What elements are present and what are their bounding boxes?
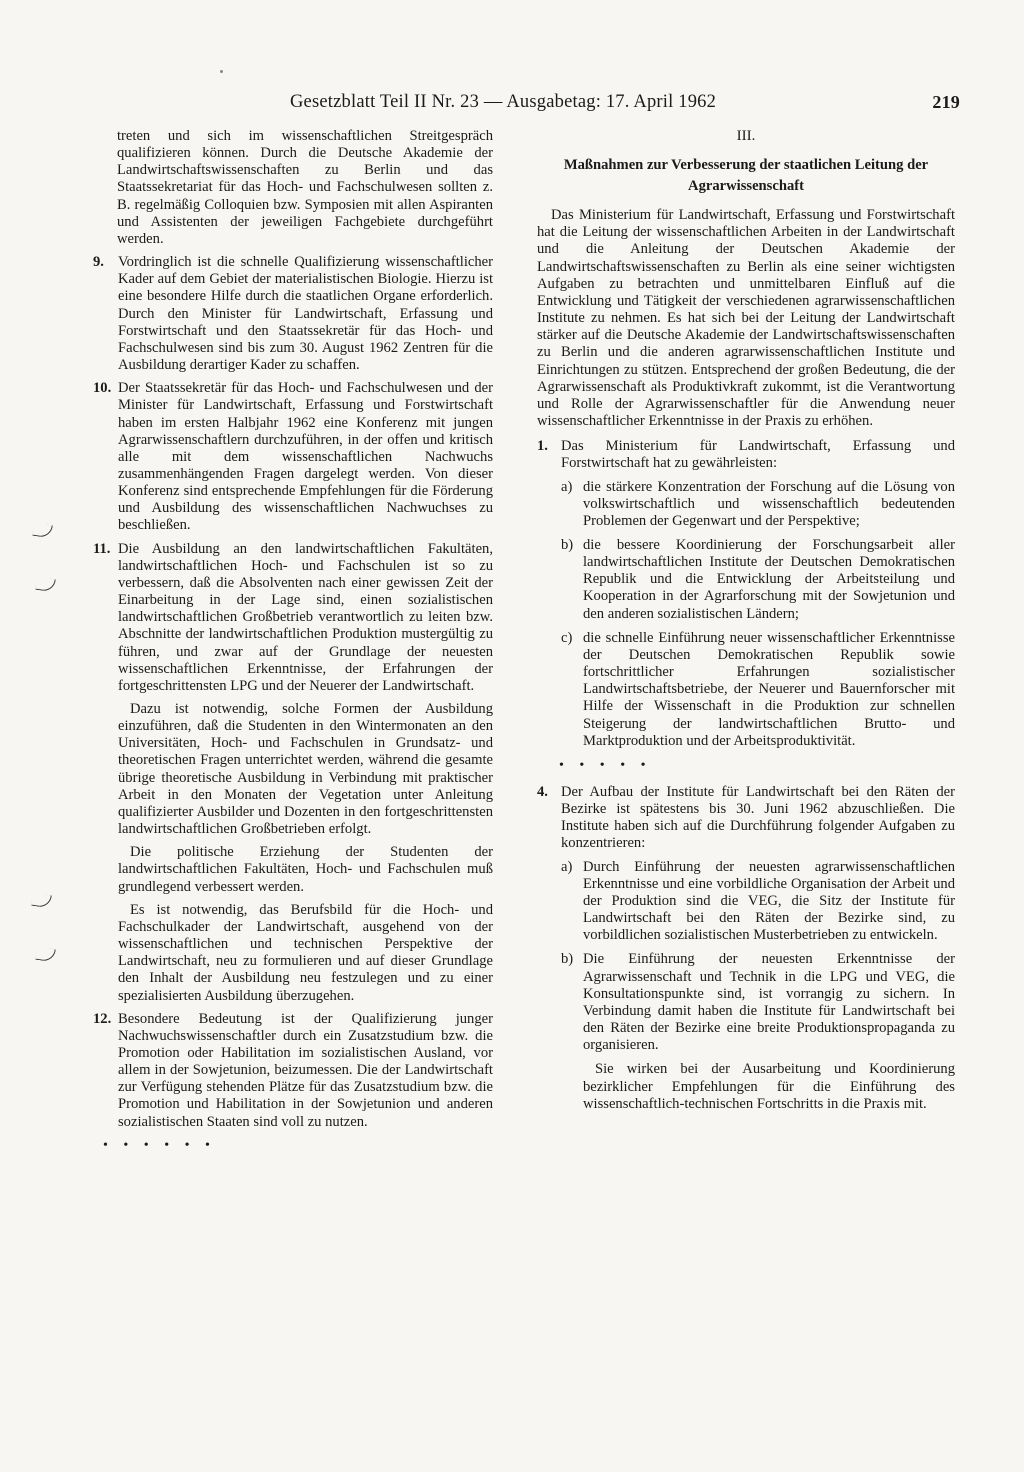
item-text: Besondere Bedeutung ist der Qualifizierung junger Nachwuchswissenschaftler durch ein Zusatzstudium bzw. die Promotion oder Habilitation im sozialistischen Ausland, vor allem in der Sowjetunion, beizumessen. Die der Landwirtschaft zur Verfügung stehenden Plätze für das Zusatzstudium bzw. die Promotion und Habilitation in der Sowjetunion und anderen sozialistischen Staaten sind voll zu nutzen. — [118, 1010, 493, 1130]
paragraph: Die politische Erziehung der Studenten der landwirtschaftlichen Fakultäten, Hoch- und Fachschulen muß grundlegend verbessert werden. — [118, 844, 493, 895]
sub-item-label: b) — [561, 536, 574, 553]
list-item-10 — [93, 380, 493, 534]
margin-check-mark — [31, 893, 52, 909]
closing-paragraph: Sie wirken bei der Ausarbeitung und Koordinierung bezirklicher Empfehlungen für die Einführung des wissenschaftlich-technischen Fortschritts in die Praxis mit. — [583, 1061, 955, 1112]
paragraph: Dazu ist notwendig, solche Formen der Ausbildung einzuführen, daß die Studenten in den Wintermonaten an den Universitäten, Hoch- und Fachschulen in Grundsatz- und theoretischen Fragen unterrichtet werden, während die gesamte übrige theoretische Ausbildung in Verbindung mit praktischer Arbeit in den Monaten der Vegetation unter Anleitung qualifizierter Ausbilder und Dozenten in den fortgeschrittensten landwirtschaftlichen Großbetrieben erfolgt. — [118, 701, 493, 838]
item-number: 12. — [93, 1010, 112, 1027]
item-number: 10. — [93, 380, 112, 397]
item-text: Der Aufbau der Institute für Landwirtschaft bei den Räten der Bezirke ist spätestens bis 30. Juni 1962 abzuschließen. Die Institute haben sich auf die Durchführung folgender Aufgaben zu konzentrieren: — [561, 784, 955, 852]
list-item-12 — [93, 1011, 493, 1131]
sub-item-a — [561, 479, 955, 530]
sub-item-c — [561, 630, 955, 750]
sub-item-text: die schnelle Einführung neuer wissenschaftlicher Erkenntnisse der Deutschen Demokratischen Republik sowie fortschrittlicher Erfahrungen sozialistischer Landwirtschaftsbetriebe, der Neuerer und Bauernforscher mit Hilfe der Wissenschaft in die Produktion zur schnellen Steigerung der landwirtschaftlichen Brutto- und Marktproduktion und der Arbeitsproduktivität. — [583, 629, 955, 749]
paragraph: Es ist notwendig, das Berufsbild für die Hoch- und Fachschulkader der Landwirtschaft, ausgehend von der wissenschaftlichen und technischen Perspektive der Landwirtschaft, neu zu formulieren und auf dieser Grundlage den Inhalt der Ausbildung neu festzulegen und zu einer spezialisierten Ausbildung überzugehen. — [118, 901, 493, 1004]
list-item-1 — [537, 438, 955, 750]
item-number: 4. — [537, 784, 548, 800]
continuation-paragraph — [117, 128, 493, 248]
omission-dots: • • • • • — [559, 757, 652, 773]
item-text: Die Ausbildung an den landwirtschaftlichen Fakultäten, landwirtschaftlichen Hoch- und Fachschulen ist so zu verbessern, daß die Absolventen nach einer gewissen Zeit der Einarbeitung in der Lage sind, einen sozialistischen landwirtschaftlichen Großbetrieb verantwortlich zu leiten bzw. Abschnitte der landwirtschaftlichen Produktion mustergültig zu führen, und zwar auf der Grundlage der neuesten wissenschaftlichen Erkenntnisse, der Erfahrungen der fortgeschrittensten LPG und der Neuerer der Landwirtschaft. — [118, 540, 493, 694]
section-heading: Maßnahmen zur Verbesserung der staatlichen Leitung der Agrarwissenschaft — [563, 157, 929, 195]
sub-item-text: Die Einführung der neuesten Erkenntnisse der Agrarwissenschaft und Technik in die LPG und VEG, die Konsultationspunkte sind, ist vorrangig zu sichern. In Verbindung damit haben die Institute für Landwirtschaft bei den Räten der Bezirke eine breite Produktionspropaganda zu organisieren. — [583, 951, 955, 1054]
sub-item-label: a) — [561, 858, 573, 875]
section-number: III. — [736, 128, 756, 144]
right-column — [537, 128, 955, 1119]
sub-item-text: Durch Einführung der neuesten agrarwissenschaftlichen Erkenntnisse und eine vorbildliche Organisation der Arbeit und der Produktion sind die VEG, die Sitz der Institute für Landwirtschaft bei den Räten der Bezirke sind, zu vorbildlichen sozialistischen Musterbetrieben zu entwickeln. — [583, 858, 955, 944]
paragraph: treten und sich im wissenschaftlichen Streitgespräch qualifizieren können. Durch die Deutsche Akademie der Landwirtschaftswissenschaften zu Berlin und das Staatssekretariat für das Hoch- und Fachschulwesen sollten z. B. regelmäßig Colloquien bzw. Symposien mit allen Aspiranten und Assistenten der jeweiligen Fachgebiete durchgeführt werden. — [117, 128, 493, 247]
intro-paragraph: Das Ministerium für Landwirtschaft, Erfassung und Forstwirtschaft hat die Leitung der wissenschaftlichen Arbeiten in der Landwirtschaft und die Anleitung der Deutschen Akademie der Landwirtschaftswissenschaften zu Berlin als eine seiner wichtigsten Aufgaben zu betrachten und unmittelbaren Einfluß auf die Entwicklung und Tätigkeit der verschiedenen agrarwissenschaftlichen Institute zu nehmen. Es hat sich bei der Leitung der Landwirtschaft stärker auf die Deutsche Akademie der Landwirtschaftswissenschaften zu Berlin und die anderen agrarwissenschaftlichen Institute und Einrichtungen zu stützen. Entsprechend der großen Bedeutung, die der Agrarwissenschaft als Produktivkraft zukommt, ist die Verantwortung und Rolle der Agrarwissenschaftler für die Anwendung neuer wissenschaftlicher Erkenntnisse in der Praxis zu erhöhen. — [537, 207, 955, 430]
sub-item-label: a) — [561, 478, 573, 495]
sub-item-b — [561, 537, 955, 623]
item-text: Der Staatssekretär für das Hoch- und Fachschulwesen und der Minister für Landwirtschaft, Erfassung und Forstwirtschaft haben im ersten Halbjahr 1962 eine Konferenz mit jungen Agrarwissenschaftlern durchzuführen, in der offen und kritisch alle mit dem wissenschaftlichen Nachwuchs zusammenhängenden Fragen dargelegt werden. Von dieser Konferenz sind entsprechende Empfehlungen für die Förderung und Ausbildung des wissenschaftlichen Nachwuchses zu beschließen. — [118, 380, 493, 534]
running-header — [290, 92, 960, 113]
item-number: 11. — [93, 540, 111, 557]
page-number: 219 — [932, 92, 960, 112]
list-item-11 — [93, 541, 493, 1005]
sub-item-label: c) — [561, 629, 573, 646]
sub-item-text: die bessere Koordinierung der Forschungsarbeit aller landwirtschaftlichen Institute der Deutschen Demokratischen Republik und die Entwicklung der Arbeitsteilung und Kooperation in der Agrarforschung mit der Sowjetunion und den anderen sozialistischen Ländern; — [583, 536, 955, 622]
item-text: Vordringlich ist die schnelle Qualifizierung wissenschaftlicher Kader auf dem Gebiet der materialistischen Biologie. Hierzu ist eine besondere Hilfe durch die staatlichen Organe erforderlich. Durch den Minister für Landwirtschaft, Erfassung und Forstwirtschaft und den Staatssekretär für das Hoch- und Fachschulwesen sind bis zum 30. August 1962 Zentren für die Ausbildung derartiger Kader zu schaffen. — [118, 254, 493, 374]
left-column — [93, 128, 493, 1164]
item-number: 9. — [93, 254, 104, 271]
omission-dots: • • • • • • — [103, 1137, 216, 1153]
sub-item-a — [561, 859, 955, 945]
item-text: Das Ministerium für Landwirtschaft, Erfassung und Forstwirtschaft hat zu gewährleisten: — [561, 438, 955, 472]
sub-item-b — [561, 951, 955, 1054]
margin-check-mark — [35, 947, 56, 963]
paper-speck — [220, 70, 223, 73]
header-title: Gesetzblatt Teil II Nr. 23 — Ausgabetag: 17. April 1962 — [290, 92, 717, 112]
sub-item-text: die stärkere Konzentration der Forschung auf die Lösung von volkswirtschaftlich und wissenschaftlich bedeutenden Problemen der Gegenwart und der Perspektive; — [583, 478, 955, 529]
margin-check-mark — [35, 577, 56, 593]
list-item-4 — [537, 784, 955, 1113]
margin-check-mark — [32, 523, 53, 539]
item-number: 1. — [537, 438, 548, 455]
list-item-9 — [93, 254, 493, 374]
sub-item-label: b) — [561, 951, 574, 968]
